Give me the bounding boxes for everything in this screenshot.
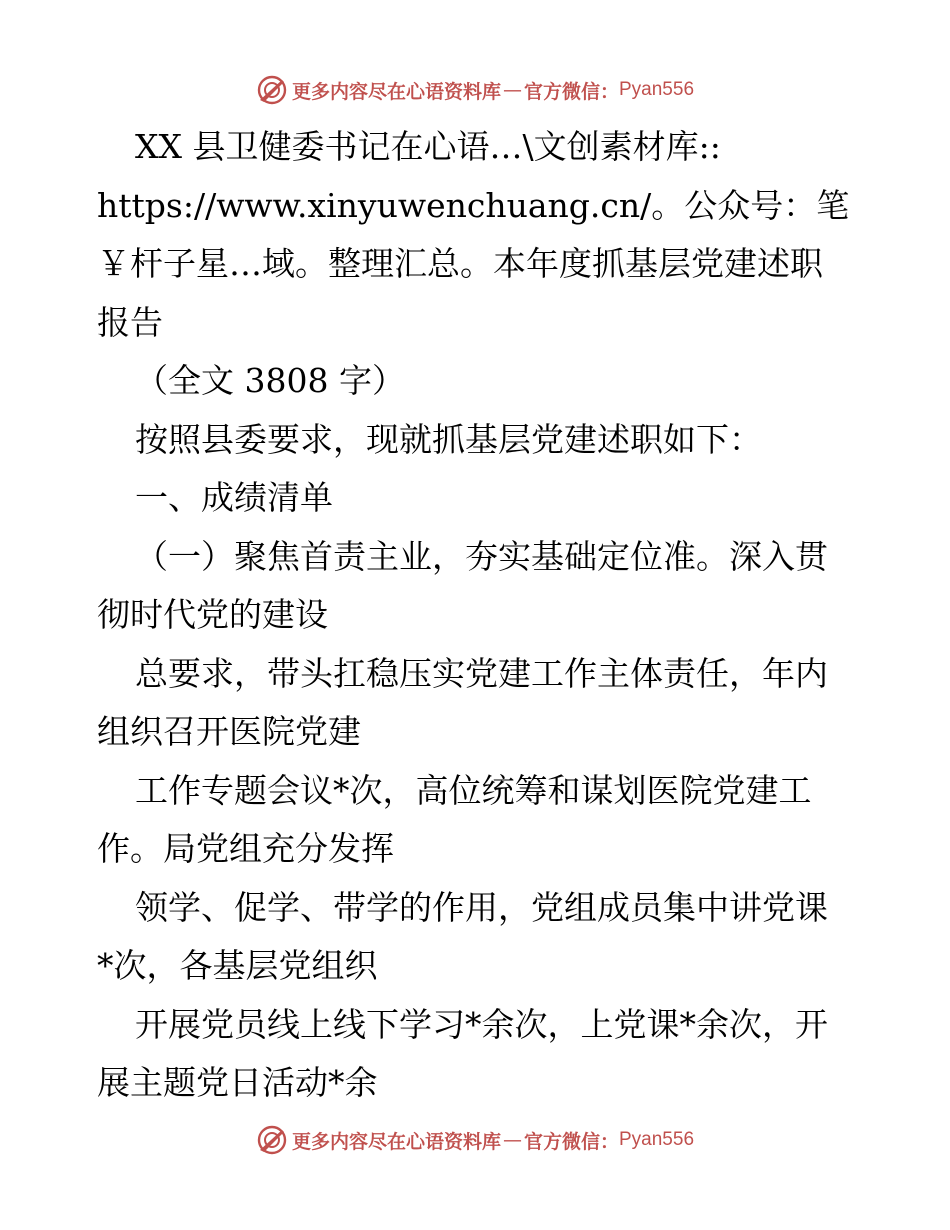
document-line — [97, 762, 857, 821]
line-text: ￥杆子星…域。整理汇总。本年度抓基层党建述职 — [97, 244, 823, 283]
banner-wechat-id: Pyan556 — [619, 1129, 695, 1150]
document-line — [97, 586, 857, 645]
line-text: 展主题党日活动*余 — [97, 1063, 378, 1102]
document-line — [97, 411, 857, 470]
line-text: https://www.xinyuwenchuang.cn/。公众号：笔 — [97, 185, 850, 225]
document-line — [97, 703, 857, 762]
document-line — [97, 1054, 857, 1113]
document-line — [97, 937, 857, 996]
banner-wechat-id: Pyan556 — [619, 79, 695, 100]
line-text: 彻时代党的建设 — [97, 595, 328, 634]
document-line — [97, 294, 857, 353]
line-text: 领学、促学、带学的作用，党组成员集中讲党课 — [135, 887, 828, 927]
document-line — [97, 469, 857, 528]
document-line — [97, 879, 857, 938]
line-text: 工作专题会议*次，高位统筹和谋划医院党建工 — [135, 770, 812, 810]
document-line — [97, 235, 857, 294]
banner-main-text: 更多内容尽在心语资料库 — [291, 1130, 501, 1153]
line-text: XX 县卫健委书记在心语…\文创素材库:: — [135, 127, 721, 166]
line-text: 总要求，带头扛稳压实党建工作主体责任，年内 — [135, 653, 828, 693]
document-line — [97, 528, 857, 587]
banner-main-text: 更多内容尽在心语资料库 — [291, 80, 501, 103]
document-line — [97, 996, 857, 1055]
line-text: 组织召开医院党建 — [97, 712, 361, 751]
document-line — [97, 177, 857, 236]
document-line — [97, 820, 857, 879]
line-text: 报告 — [97, 302, 163, 342]
document-body — [97, 118, 857, 1113]
line-text: 按照县委要求，现就抓基层党建述职如下： — [135, 419, 762, 459]
line-text: （全文 3808 字） — [135, 361, 405, 400]
banner-wechat-label: 官方微信： — [523, 1130, 619, 1153]
document-line — [97, 352, 857, 411]
brand-logo-icon — [256, 74, 288, 106]
banner-separator: — — [502, 79, 522, 101]
line-text: 作。局党组充分发挥 — [97, 829, 394, 868]
document-line — [97, 645, 857, 704]
banner-separator: — — [502, 1129, 522, 1151]
banner-wechat-label: 官方微信： — [523, 80, 619, 103]
brand-logo-icon — [256, 1124, 288, 1156]
line-text: 一、成绩清单 — [135, 478, 333, 517]
document-line — [97, 118, 857, 177]
footer-banner — [0, 1120, 950, 1160]
line-text: （一）聚焦首责主业，夯实基础定位准。深入贯 — [135, 536, 828, 576]
header-banner — [0, 70, 950, 110]
line-text: *次，各基层党组织 — [97, 946, 378, 985]
line-text: 开展党员线上线下学习*余次，上党课*余次，开 — [135, 1004, 828, 1044]
